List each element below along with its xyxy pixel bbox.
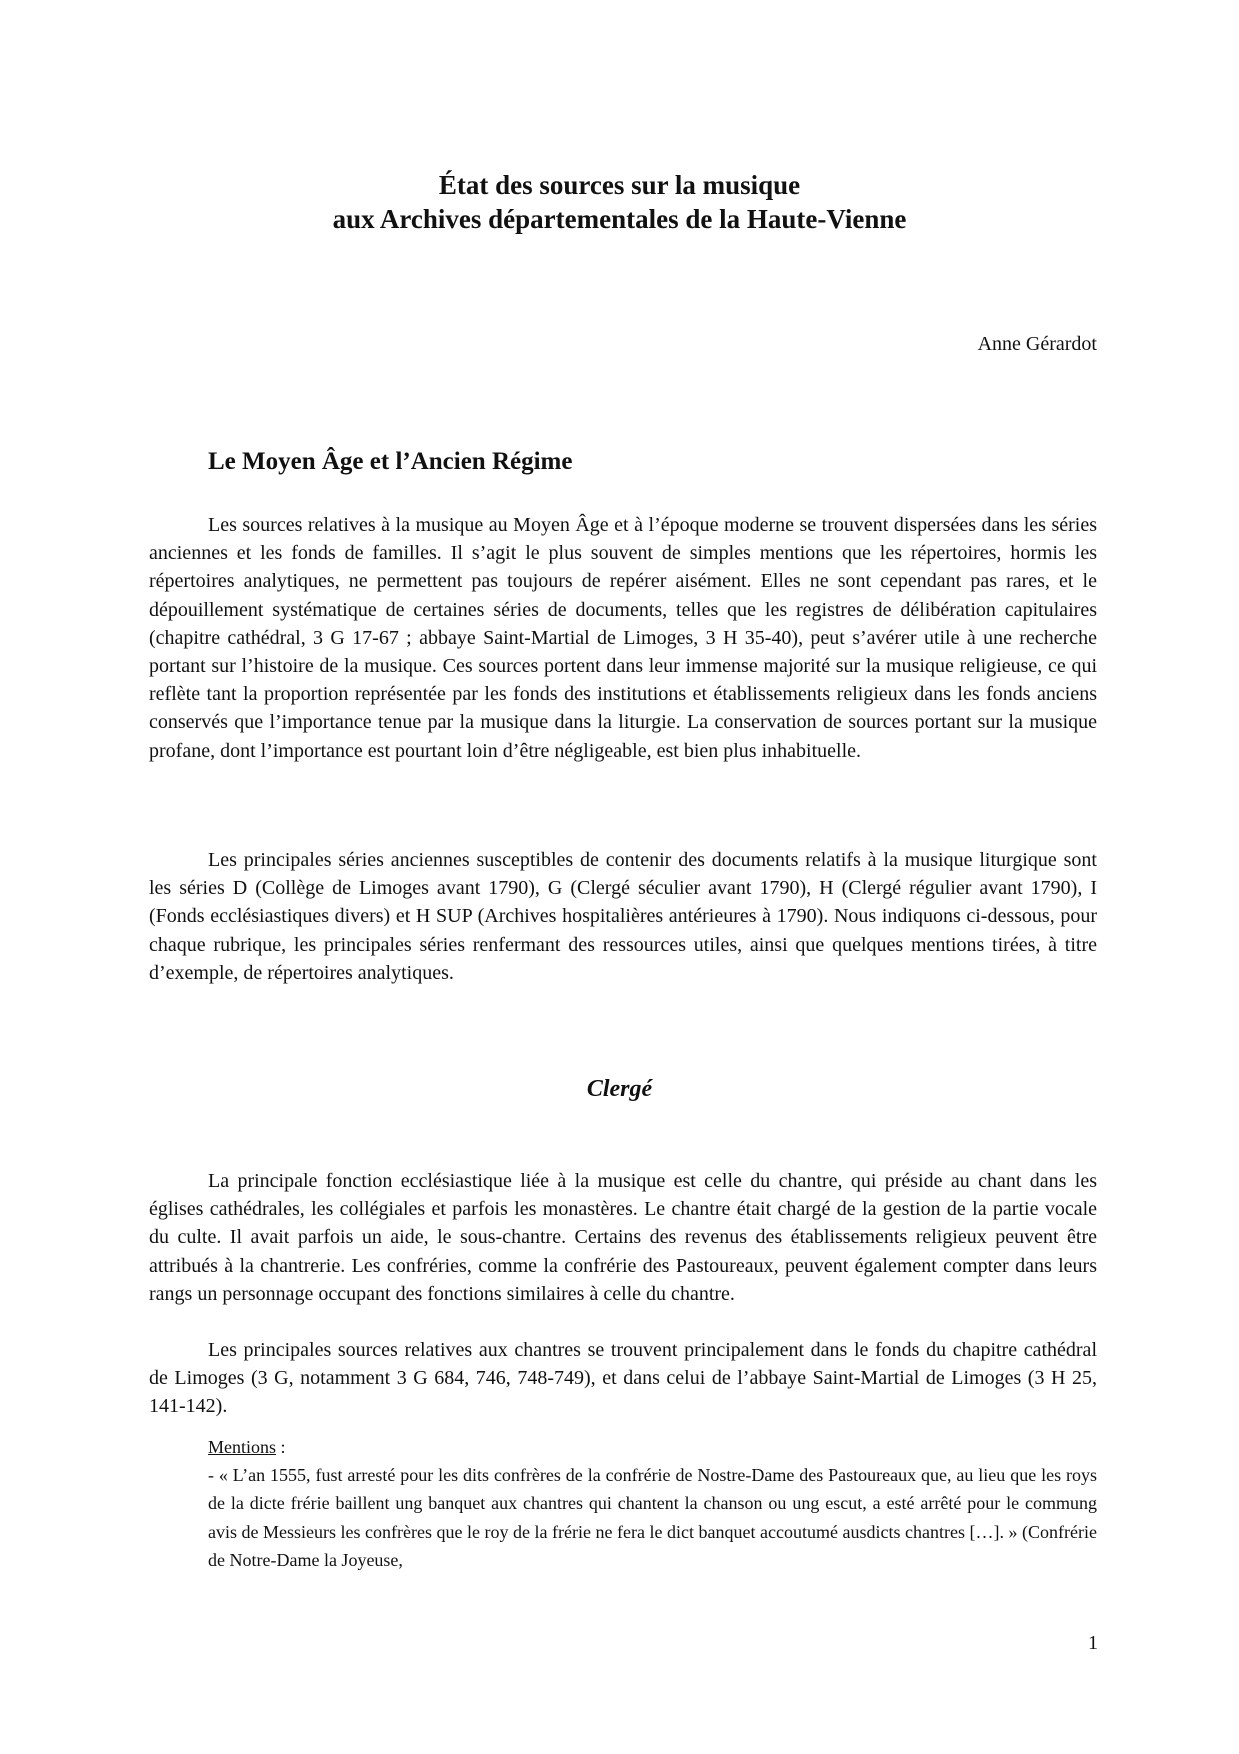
clerge-paragraph-2: [149, 1336, 1097, 1421]
mentions-label: Mentions: [208, 1437, 277, 1457]
mentions-block: [208, 1433, 1097, 1574]
paragraph-1-text: Les sources relatives à la musique au Moyen Âge et à l’époque moderne se trouvent dispersées dans les séries anciennes et les fonds de familles. Il s’agit le plus souvent de simples mentions que les répertoires, hormis les répertoires analytiques, ne permettent pas toujours de repérer aisément. Elles ne sont cependant pas rares, et le dépouillement systématique de certaines séries de documents, telles que les registres de délibération capitulaires (chapitre cathédral, 3 G 17-67 ; abbaye Saint-Martial de Limoges, 3 H 35-40), peut s’avérer utile à une recherche portant sur l’histoire de la musique. Ces sources portent dans leur immense majorité sur la musique religieuse, ce qui reflète tant la proportion représentée par les fonds des institutions et établissements religieux dans les fonds anciens conservés que l’importance tenue par la musique dans la liturgie. La conservation de sources portant sur la musique profane, dont l’importance est pourtant loin d’être négligeable, est bien plus inhabituelle.: [149, 514, 1097, 762]
paragraph-2-text: Les principales séries anciennes susceptibles de contenir des documents relatifs à la musique liturgique sont les séries D (Collège de Limoges avant 1790), G (Clergé séculier avant 1790), H (Clergé régulier avant 1790), I (Fonds ecclésiastiques divers) et H SUP (Archives hospitalières antérieures à 1790). Nous indiquons ci-dessous, pour chaque rubrique, les principales séries renfermant des ressources utiles, ainsi que quelques mentions tirées, à titre d’exemple, de répertoires analytiques.: [149, 849, 1097, 984]
document-title: [0, 168, 1239, 236]
subsection-heading: Clergé: [586, 1076, 653, 1102]
author-name: Anne Gérardot: [977, 333, 1097, 355]
mention-quote: - « L’an 1555, fust arresté pour les dits confrères de la confrérie de Nostre-Dame des Pastoureaux que, au lieu que les roys de la dicte frérie baillent ung banquet aux chantres qui chantent la chanson ou ung escut, a esté arrêté pour le commung avis de Messieurs les confrères que le roy de la frérie ne fera le dict banquet accoutumé ausdicts chantres […]. » (Confrérie de Notre-Dame la Joyeuse,: [208, 1465, 1097, 1570]
paragraph-1: [149, 511, 1097, 765]
title-line-1: État des sources sur la musique: [438, 170, 801, 201]
section-heading: Le Moyen Âge et l’Ancien Régime: [208, 448, 573, 475]
mentions-header: [208, 1433, 1097, 1461]
paragraph-2: [149, 846, 1097, 987]
mentions-colon: :: [276, 1437, 286, 1457]
clerge-paragraph-1-text: La principale fonction ecclésiastique liée à la musique est celle du chantre, qui préside au chant dans les églises cathédrales, les collégiales et parfois les monastères. Le chantre était chargé de la gestion de la partie vocale du culte. Il avait parfois un aide, le sous-chantre. Certains des revenus des établissements religieux peuvent être attribués à la chantrerie. Les confréries, comme la confrérie des Pastoureaux, peuvent également compter dans leurs rangs un personnage occupant des fonctions similaires à celle du chantre.: [149, 1170, 1097, 1305]
page-number: 1: [1088, 1632, 1098, 1654]
clerge-paragraph-1: [149, 1167, 1097, 1308]
title-line-2: aux Archives départementales de la Haute-Vienne: [332, 204, 907, 235]
clerge-paragraph-2-text: Les principales sources relatives aux chantres se trouvent principalement dans le fonds du chapitre cathédral de Limoges (3 G, notamment 3 G 684, 746, 748-749), et dans celui de l’abbaye Saint-Martial de Limoges (3 H 25, 141-142).: [149, 1339, 1097, 1418]
